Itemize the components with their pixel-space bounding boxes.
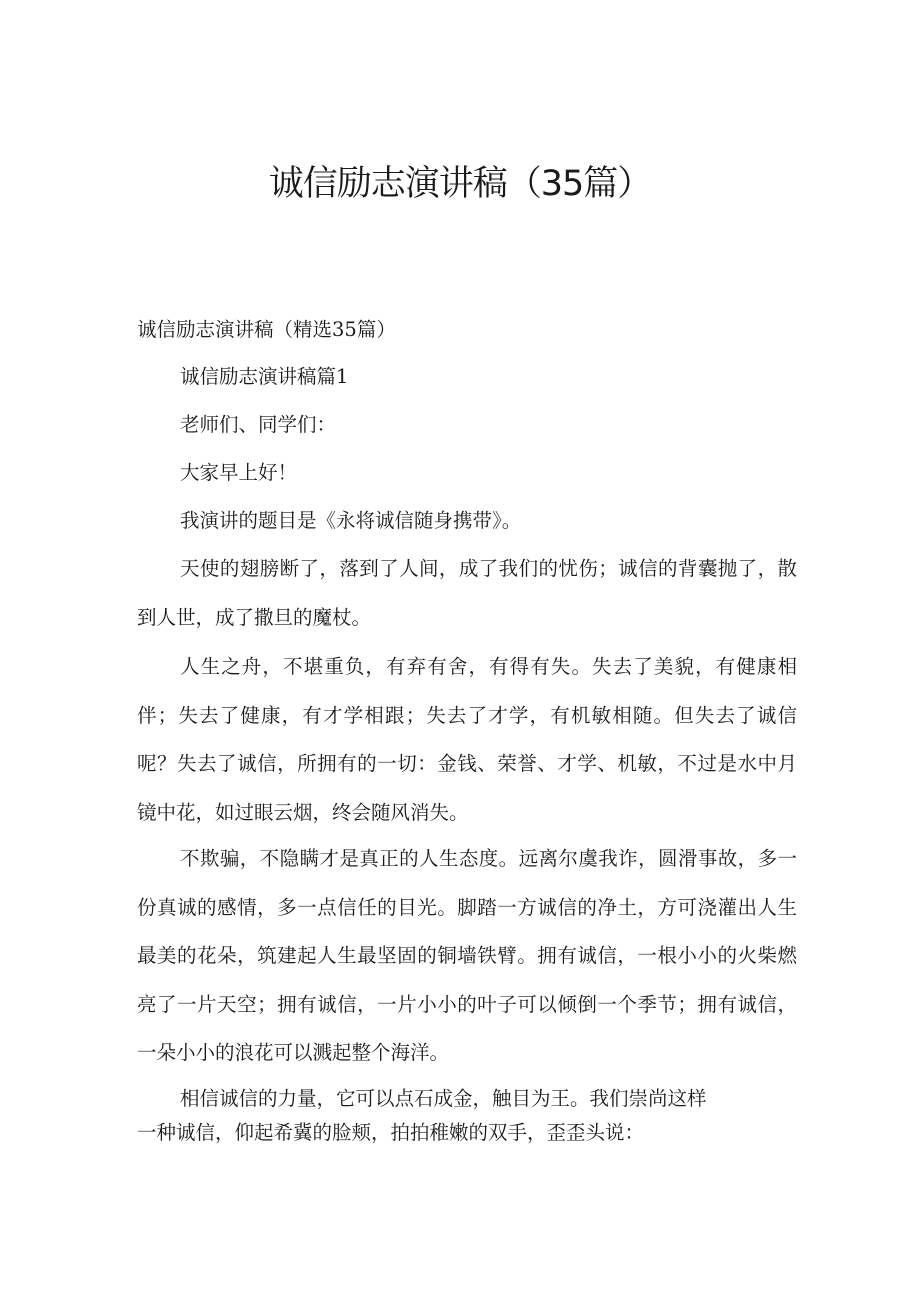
paragraph-believe bbox=[137, 1082, 797, 1150]
paragraph-believe-line-1: 相信诚信的力量，它可以点石成金，触目为王。我们崇尚这样 bbox=[180, 1087, 707, 1110]
paragraph-angel: 天使的翅膀断了，落到了人间，成了我们的忧伤；诚信的背囊抛了，散到人世，成了撒旦的魔杖。 bbox=[137, 557, 797, 629]
greeting-text: 老师们、同学们： bbox=[180, 413, 337, 436]
document-title: 诚信励志演讲稿（35篇） bbox=[268, 164, 652, 204]
paragraph-life: 人生之舟，不堪重负，有弃有舍，有得有失。失去了美貌，有健康相伴；失去了健康，有才学相跟；失去了才学，有机敏相随。但失去了诚信呢？失去了诚信，所拥有的一切：金钱、荣誉、才学、机敏，不过是水中月镜中花，如过眼云烟，终会随风消失。 bbox=[137, 655, 797, 824]
speech-topic: 我演讲的题目是《永将诚信随身携带》。 bbox=[180, 509, 522, 532]
paragraph-honesty: 不欺骗，不隐瞒才是真正的人生态度。远离尔虞我诈，圆滑事故，多一份真诚的感情，多一点信任的目光。脚踏一方诚信的净土，方可浇灌出人生最美的花朵，筑建起人生最坚固的铜墙铁臂。拥有诚信，一根小小的火柴燃亮了一片天空；拥有诚信，一片小小的叶子可以倾倒一个季节；拥有诚信，一朵小小的浪花可以溅起整个海洋。 bbox=[137, 847, 797, 1064]
document-subtitle: 诚信励志演讲稿（精选35篇） bbox=[137, 318, 396, 341]
good-morning-text: 大家早上好！ bbox=[180, 461, 298, 484]
section-heading: 诚信励志演讲稿篇1 bbox=[180, 365, 349, 388]
paragraph-believe-line-2: 一种诚信，仰起希冀的脸颊，拍拍稚嫩的双手，歪歪头说： bbox=[137, 1121, 645, 1144]
